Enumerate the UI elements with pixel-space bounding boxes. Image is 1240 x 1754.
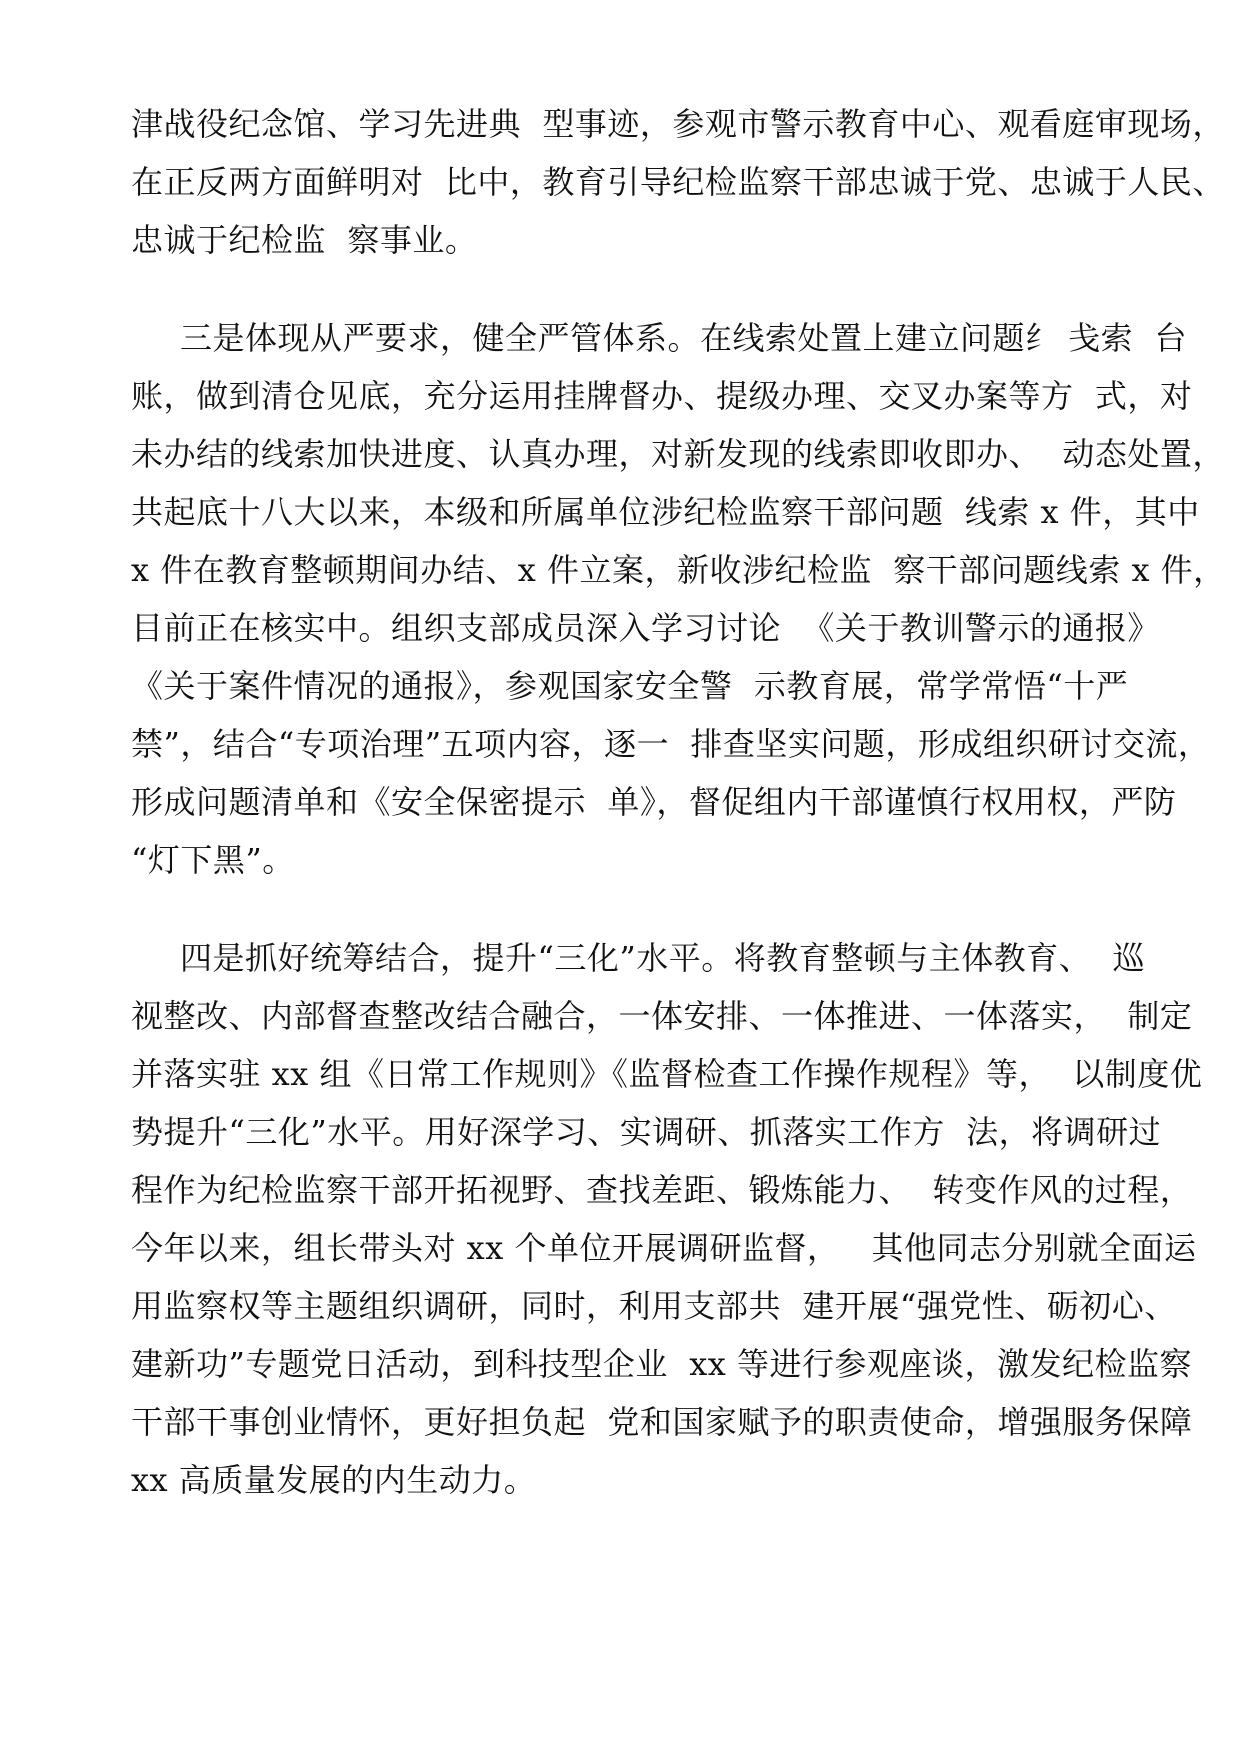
text-line: 干部干事创业情怀，更好担负起 党和国家赋予的职责使命，增强服务保障 (131, 1403, 1193, 1441)
text-line: 建新功”专题党日活动，到科技型企业 xx 等进行参观座谈，激发纪检监察 (131, 1345, 1192, 1383)
text-line: 在正反两方面鲜明对 比中，教育引导纪检监察干部忠诚于党、忠诚于人民、 (131, 163, 1225, 201)
text-line: 目前正在核实中。组织支部成员深入学习讨论 《关于教训警示的通报》 (131, 609, 1160, 647)
text-line: 未办结的线索加快进度、认真办理，对新发现的线索即收即办、 动态处置， (131, 435, 1225, 473)
paragraph-start-line: 三是体现从严要求，健全严管体系。在线索处置上建立问题纟 戋索 台 (180, 319, 1188, 357)
text-line: 程作为纪检监察干部开拓视野、查找差距、锻炼能力、 转变作风的过程， (131, 1171, 1193, 1209)
text-line: xx 高质量发展的内生动力。 (131, 1461, 537, 1499)
text-line: 共起底十八大以来，本级和所属单位涉纪检监察干部问题 线索 x 件，其中 (131, 493, 1200, 531)
text-line: 《关于案件情况的通报》，参观国家安全警 示教育展，常学常悟“十严 (131, 667, 1129, 705)
text-line: 并落实驻 xx 组《日常工作规则》《监督检查工作操作规程》等， 以制度优 (131, 1055, 1203, 1093)
text-line: “灯下黑”。 (131, 841, 295, 879)
text-line: 忠诚于纪检监 察事业。 (131, 221, 478, 259)
text-line: 用监察权等主题组织调研，同时，利用支部共 建开展“强党性、砺初心、 (131, 1287, 1177, 1325)
text-line: 津战役纪念馆、学习先进典 型事迹，参观市警示教育中心、观看庭审现场， (131, 105, 1225, 143)
text-line: 势提升“三化”水平。用好深学习、实调研、抓落实工作方 法，将调研过 (131, 1113, 1162, 1151)
text-line: 禁”，结合“专项治理”五项内容，逐一 排查坚实问题，形成组织研讨交流， (131, 725, 1211, 763)
paragraph-start-line: 四是抓好统筹结合，提升“三化”水平。将教育整顿与主体教育、 巡 (180, 939, 1146, 977)
text-line: x 件在教育整顿期间办结、x 件立案，新收涉纪检监 察干部问题线索 x 件， (131, 551, 1226, 589)
text-line: 视整改、内部督查整改结合融合，一体安排、一体推进、一体落实， 制定 (131, 997, 1193, 1035)
text-line: 今年以来，组长带头对 xx 个单位开展调研监督， 其他同志分别就全面运 (131, 1229, 1197, 1267)
text-line: 账，做到清仓见底，充分运用挂牌督办、提级办理、交叉办案等方 式，对 (131, 377, 1193, 415)
text-line: 形成问题清单和《安全保密提示 单》，督促组内干部谨慎行权用权，严防 (131, 783, 1177, 821)
